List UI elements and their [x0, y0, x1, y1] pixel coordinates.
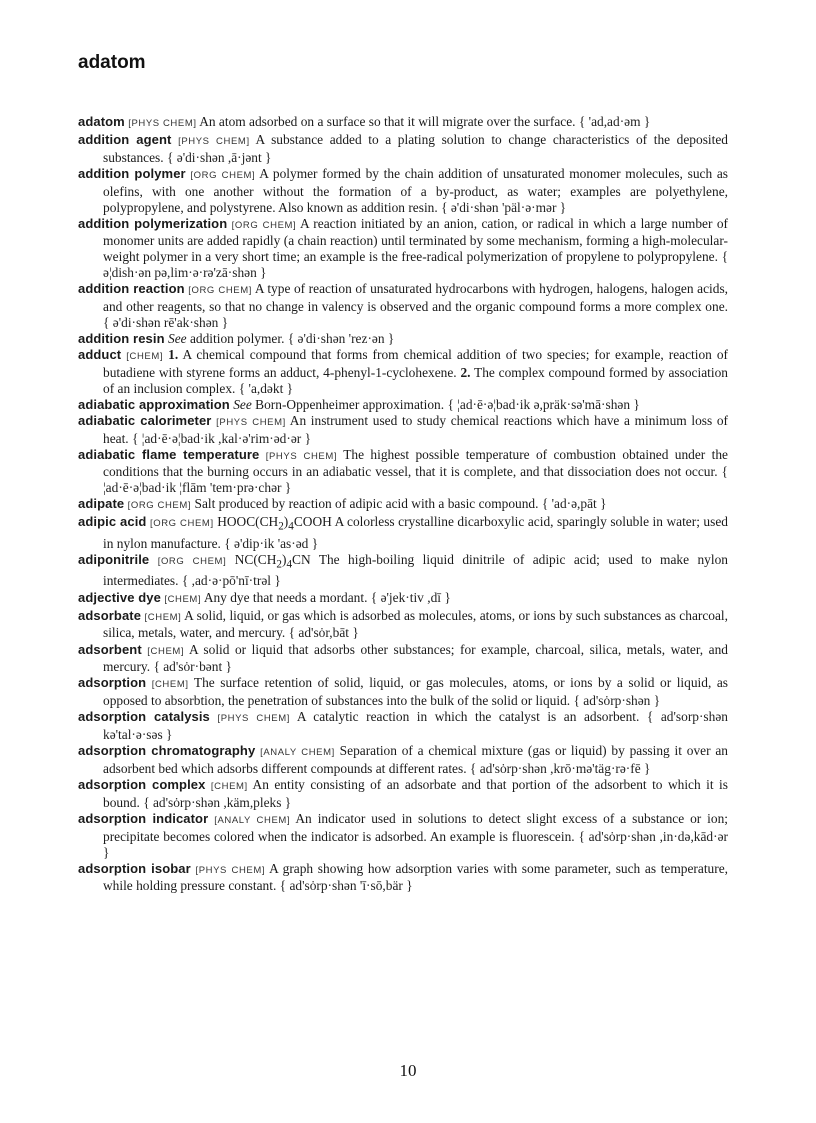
subject-field: [CHEM] — [144, 611, 182, 623]
entry — [78, 709, 728, 743]
entry-term: adiabatic approximation — [78, 396, 230, 412]
entry-term: adiponitrile — [78, 551, 150, 567]
definition: A substance added to a plating solution to change characteristics of the deposited substances. — [103, 132, 728, 165]
pronunciation: { ə'jek·tiv ,dī } — [370, 589, 451, 605]
subject-field: [PHYS CHEM] — [195, 864, 266, 876]
definition: An instrument used to study chemical reactions which have a minimum loss of heat. — [103, 412, 728, 446]
entry-term: addition polymer — [78, 165, 186, 181]
definition: The surface retention of solid, liquid, or gas molecules, atoms, or ions by a solid or liquid, as opposed to absorbtion, the penetration of substances into the bulk of the solid or liquid. — [103, 675, 728, 709]
entry-term: adsorption complex — [78, 777, 206, 793]
chemical-formula: $HOOC(CH_2)_4COOH$ — [217, 514, 332, 534]
definition: The highest possible temperature of combustion obtained under the conditions that the burning occurs in an adiabatic vessel, that it is complete, and that dissociation does not occur. — [103, 446, 728, 480]
definition: A type of reaction of unsaturated hydrocarbons with hydrogen, halogens, halogen acids, and other reagents, so that no change in valency is observed and the organic compound forms a more complex one. — [103, 281, 728, 314]
entry — [78, 552, 728, 589]
definition: Any dye that needs a mordant. — [203, 589, 368, 605]
definition: The complex compound formed by association of an inclusion complex. — [103, 364, 728, 396]
entry-term: adduct — [78, 346, 122, 362]
pronunciation: { ,ad·ə·pō'nī·trəl } — [181, 573, 281, 589]
pronunciation: { ə'di·shən 'rez·ən } — [287, 330, 395, 346]
entry — [78, 281, 728, 330]
subject-field: [CHEM] — [210, 781, 248, 793]
definition: An entity consisting of an adsorbate and that portion of the adsorbent to which it is bound. — [103, 777, 728, 810]
pronunciation: { ə'dip·ik 'as·əd } — [224, 535, 319, 551]
dictionary-entries — [78, 114, 728, 895]
guide-word: adatom — [78, 52, 146, 73]
entry — [78, 514, 728, 551]
subject-field: [ORG CHEM] — [157, 555, 227, 567]
entry-term: adipic acid — [78, 514, 147, 530]
definition: A solid or liquid that adsorbs other substances; for example, charcoal, silica, metals, water, and mercury. — [103, 641, 728, 675]
subject-field: [PHYS CHEM] — [265, 450, 338, 462]
entry — [78, 642, 728, 676]
chemical-formula: $NC(CH_2)_4CN$ — [234, 551, 311, 571]
entry-term: adsorption isobar — [78, 860, 191, 876]
page-number: 10 — [399, 1061, 417, 1080]
cross-reference-label: See — [233, 396, 252, 412]
definition: Born-Oppenheimer approximation. — [255, 396, 445, 412]
entry — [78, 347, 728, 396]
subject-field: [ORG CHEM] — [127, 500, 192, 512]
pronunciation: { ¦ad·ē·ə¦bad·ik ¦flām 'tem·prə·chər } — [103, 464, 728, 496]
pronunciation: { ad'sȯrp·shən } — [573, 693, 661, 709]
subject-field: [CHEM] — [164, 593, 202, 605]
subject-field: [CHEM] — [151, 679, 189, 691]
definition: A polymer formed by the chain addition of unsaturated monomer molecules, such as olefins, with one another without the formation of a by-product, as water; examples are polyethylene, polypropylene, and polystyrene. Also known as addition resin. — [103, 165, 728, 215]
entry — [78, 413, 728, 447]
entry — [78, 743, 728, 777]
definition: A solid, liquid, or gas which is adsorbed as molecules, atoms, or ions by such substances as charcoal, silica, metals, water, and mercury. — [103, 607, 728, 641]
pronunciation: { ad'sorp·shən kə'tal·ə·səs } — [103, 709, 728, 743]
pronunciation: { 'ad·ə,pāt } — [541, 496, 607, 512]
pronunciation: { ¦ad·ē·ə¦bad·ik ,kal·ə'rim·əd·ər } — [132, 430, 312, 446]
entry — [78, 675, 728, 709]
definition: A chemical compound that forms from chemical addition of two species; for example, reaction of butadiene with styrene forms an adduct, 4-phenyl-1-cyclohexene. — [103, 346, 729, 380]
cross-reference-label: See — [168, 330, 187, 346]
entry-term: adsorption catalysis — [78, 709, 210, 725]
definition: A colorless crystalline dicarboxylic acid, sparingly soluble in water; used in nylon manufacture. — [103, 514, 728, 551]
entry — [78, 811, 728, 860]
pronunciation: { ad'sȯr,bāt } — [288, 625, 359, 641]
definition: Salt produced by reaction of adipic acid with a basic compound. — [194, 496, 539, 512]
subject-field: [ANALY CHEM] — [214, 814, 291, 826]
pronunciation: { 'a,dəkt } — [238, 380, 294, 396]
entry — [78, 608, 728, 642]
entry-term: adsorbent — [78, 641, 142, 657]
pronunciation: { 'ad,ad·əm } — [578, 114, 651, 129]
entry — [78, 496, 728, 514]
definition: A graph showing how adsorption varies with some parameter, such as temperature, while holding pressure constant. — [103, 860, 728, 894]
pronunciation: { ad'sȯrp·shən 'ī·sō,bär } — [279, 878, 413, 894]
entry — [78, 331, 728, 347]
entry-term: adipate — [78, 496, 125, 512]
entry-term: addition agent — [78, 132, 172, 148]
pronunciation: { ə¦dish·ən pə,lim·ə·rə'zā·shən } — [103, 249, 728, 281]
subject-field: [CHEM] — [126, 350, 164, 362]
sense-number: 2. — [460, 364, 471, 380]
subject-field: [ORG CHEM] — [231, 219, 297, 231]
entry-term: addition resin — [78, 330, 165, 346]
subject-field: [ORG CHEM] — [190, 169, 256, 181]
entry-term: addition reaction — [78, 281, 185, 297]
definition: An atom adsorbed on a surface so that it will migrate over the surface. — [199, 114, 576, 129]
pronunciation: { ə'di·shən ,ā·jənt } — [166, 149, 272, 165]
subject-field: [ORG CHEM] — [188, 285, 253, 297]
entry-term: adatom — [78, 114, 125, 129]
definition: A catalytic reaction in which the catalyst is an adsorbent. — [296, 709, 640, 725]
entry — [78, 216, 728, 281]
entry — [78, 861, 728, 895]
sense-number: 1. — [168, 346, 179, 362]
entry-term: adiabatic flame temperature — [78, 446, 260, 462]
definition: The high-boiling liquid dinitrile of adipic acid; used to make nylon intermediates. — [103, 551, 728, 589]
subject-field: [CHEM] — [147, 645, 185, 657]
pronunciation: { ə'di·shən rē'ak·shən } — [103, 314, 229, 330]
pronunciation: { ¦ad·ē·ə¦bad·ik ə,präk·sə'mā·shən } — [447, 396, 640, 412]
pronunciation: { ad'sȯr·bənt } — [153, 659, 232, 675]
definition: An indicator used in solutions to detect slight excess of a substance or ion; precipitate becomes colored when the indicator is adsorbed. An example is fluorescein. — [103, 810, 729, 844]
entry-term: adsorbate — [78, 607, 142, 623]
pronunciation: { ə'di·shən 'päl·ə·mər } — [441, 199, 567, 215]
entry-term: adiabatic calorimeter — [78, 412, 212, 428]
entry-term: adjective dye — [78, 589, 161, 605]
entry — [78, 114, 728, 132]
entry — [78, 590, 728, 608]
entry — [78, 132, 728, 166]
definition: A reaction initiated by an anion, cation, or radical in which a large number of monomer units are added rapidly (a chain reaction) until terminated by some mechanism, forming a high-molecular-weight polymer in a very short time; an example is the free-radical polymerization of propylene to polypropylene. — [103, 215, 728, 265]
entry — [78, 397, 728, 413]
pronunciation: { ad'sȯrp·shən ,käm,pleks } — [143, 794, 292, 810]
subject-field: [ORG CHEM] — [149, 518, 214, 530]
subject-field: [ANALY CHEM] — [260, 747, 335, 759]
entry-term: adsorption indicator — [78, 810, 209, 826]
entry-term: addition polymerization — [78, 215, 228, 231]
subject-field: [PHYS CHEM] — [216, 416, 286, 428]
subject-field: [PHYS CHEM] — [217, 713, 291, 725]
definition: Separation of a chemical mixture (gas or liquid) by passing it over an adsorbent bed which adsorbs different compounds at different rates. — [103, 743, 728, 776]
entry — [78, 777, 728, 811]
definition: addition polymer. — [189, 330, 285, 346]
pronunciation: { ad'sȯrp·shən ,krō·mə'täg·rə·fē } — [469, 760, 651, 776]
subject-field: [PHYS CHEM] — [128, 118, 197, 129]
entry-term: adsorption chromatography — [78, 743, 256, 759]
subject-field: [PHYS CHEM] — [178, 136, 250, 148]
entry — [78, 166, 728, 215]
pronunciation: { ad'sȯrp·shən ,in·də,kād·ər } — [103, 828, 728, 860]
entry — [78, 447, 728, 496]
entry-term: adsorption — [78, 675, 147, 691]
